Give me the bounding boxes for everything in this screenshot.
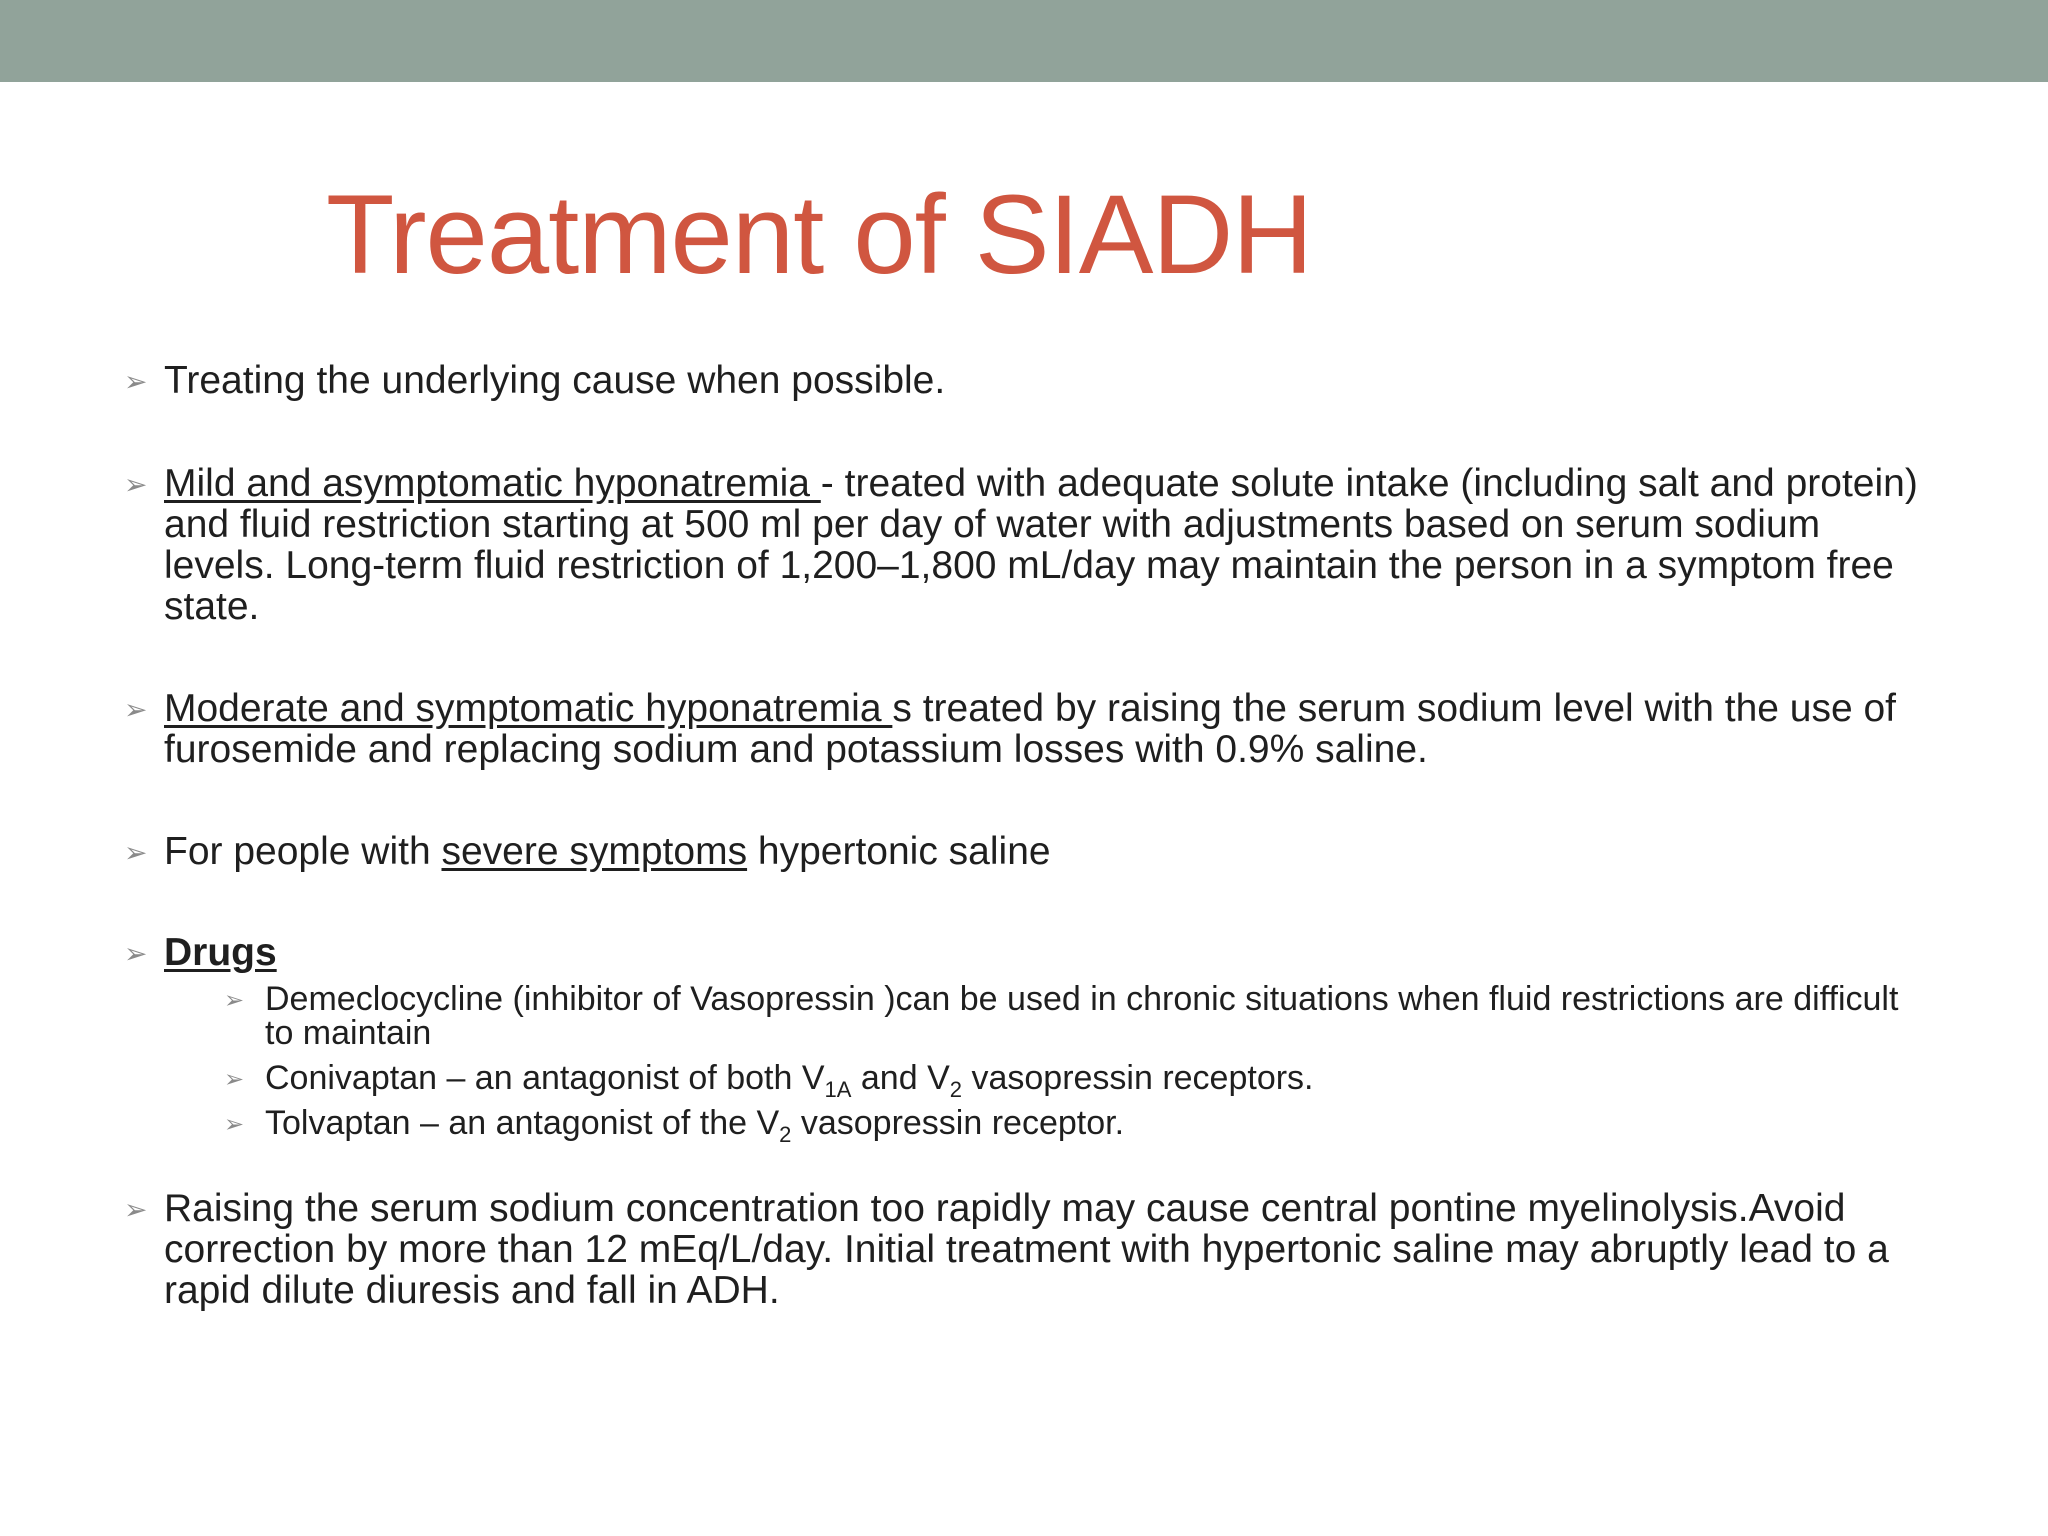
subscript: 2 <box>779 1122 792 1147</box>
subscript: 2 <box>949 1077 963 1102</box>
arrowhead-bullet-icon: ➢ <box>224 1066 245 1093</box>
bullet-text: For people with <box>164 830 442 873</box>
sub-bullet-text: Conivaptan – an antagonist of both V <box>265 1059 825 1097</box>
arrowhead-bullet-icon: ➢ <box>124 1194 148 1225</box>
underlined-term: severe symptoms <box>441 830 748 873</box>
sub-bullet-text: Demeclocycline (inhibitor of Vasopressin )can be used in chronic situations when fluid restrictions are difficult to maintain <box>265 980 1899 1052</box>
underlined-term: Mild and asymptomatic hyponatremia <box>164 462 821 505</box>
drug-conivaptan <box>224 1059 1924 1102</box>
arrowhead-bullet-icon: ➢ <box>124 694 148 725</box>
drugs-heading: Drugs <box>164 931 277 974</box>
arrowhead-bullet-icon: ➢ <box>224 987 245 1014</box>
drug-demeclocycline <box>224 982 1924 1050</box>
bullet-text: Treating the underlying cause when possible. <box>164 359 946 402</box>
subscript: 1A <box>824 1077 852 1102</box>
underlined-term: Moderate and symptomatic hyponatremia <box>164 687 893 730</box>
bullet-text: hypertonic saline <box>747 830 1051 873</box>
bullet-correction-warning <box>124 1188 1924 1311</box>
bullet-text: - treated with adequate solute intake (including salt and protein) and fluid restriction starting at 500 ml per day of water with adjustments based on serum sodium levels. Long-term fluid restriction of 1,200–1,800 mL/day may maintain the person in a symptom free state. <box>164 462 1918 628</box>
slide-body <box>124 360 1924 1372</box>
sub-bullet-text: and V <box>851 1059 950 1097</box>
drug-tolvaptan <box>224 1104 1924 1147</box>
arrowhead-bullet-icon: ➢ <box>224 1111 245 1138</box>
bullet-severe-symptoms <box>124 831 1924 872</box>
slide-title: Treatment of SIADH <box>326 172 1313 297</box>
bullet-text: Raising the serum sodium concentration too rapidly may cause central pontine myelinolysis.Avoid correction by more than 12 mEq/L/day. Initial treatment with hypertonic saline may abruptly lead to a rapid dilute diuresis and fall in ADH. <box>164 1187 1889 1312</box>
arrowhead-bullet-icon: ➢ <box>124 366 148 397</box>
sub-bullet-text: vasopressin receptor. <box>791 1104 1125 1142</box>
bullet-underlying-cause <box>124 360 1924 401</box>
sub-bullet-text: Tolvaptan – an antagonist of the V <box>265 1104 780 1142</box>
bullet-mild-hyponatremia <box>124 463 1924 627</box>
arrowhead-bullet-icon: ➢ <box>124 837 148 868</box>
sub-bullet-text: vasopressin receptors. <box>962 1059 1314 1097</box>
arrowhead-bullet-icon: ➢ <box>124 469 148 500</box>
bullet-drugs <box>124 931 1924 1147</box>
arrowhead-bullet-icon: ➢ <box>124 938 148 969</box>
drugs-sublist <box>224 980 1924 1147</box>
top-accent-bar <box>0 0 2048 82</box>
bullet-text: s treated by raising the serum sodium level with the use of furosemide and replacing sodium and potassium losses with 0.9% saline. <box>164 687 1897 771</box>
bullet-moderate-hyponatremia <box>124 688 1924 770</box>
